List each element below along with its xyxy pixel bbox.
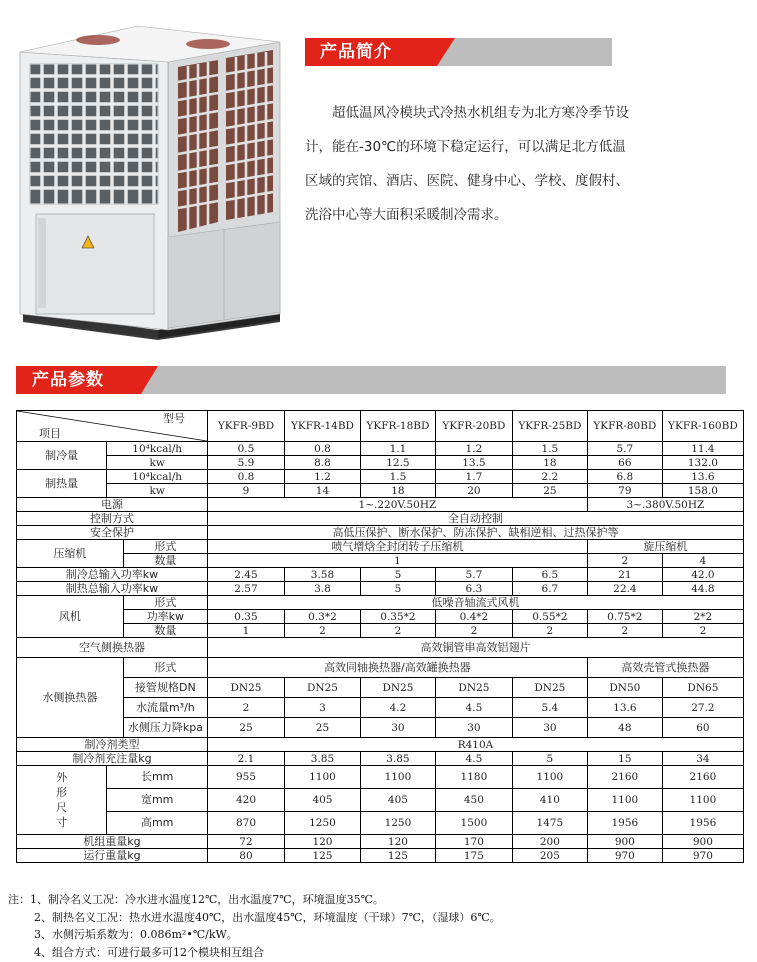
value-cell: 5	[512, 752, 587, 766]
unit-cell: kw	[107, 484, 208, 498]
value-cell: 30	[360, 718, 435, 738]
sub-label: 高mm	[107, 812, 208, 835]
value-cell: 450	[435, 789, 512, 812]
value-cell: 955	[207, 766, 284, 789]
value-cell: 42.0	[662, 568, 743, 582]
row-label: 制冷剂类型	[17, 738, 208, 752]
row-label: 制热量	[17, 470, 107, 498]
model-cell: YKFR-9BD	[207, 411, 284, 442]
header-corner	[17, 411, 208, 442]
value-cell: 1250	[360, 812, 435, 835]
sub-label: 接管规格DN	[123, 678, 207, 698]
row-label: 电源	[17, 498, 208, 512]
value-cell: DN25	[360, 678, 435, 698]
table-row	[17, 470, 744, 484]
value-cell: 21	[587, 568, 662, 582]
value-cell: 高效铜管串高效铝翅片	[207, 638, 743, 658]
intro-text	[305, 96, 715, 232]
value-cell: 2	[207, 698, 284, 718]
value-cell: 1100	[512, 766, 587, 789]
value-cell: 2.57	[207, 582, 284, 596]
value-cell: 1.2	[435, 442, 512, 456]
sub-label: 水流量m³/h	[123, 698, 207, 718]
value-cell: 1.7	[435, 470, 512, 484]
value-cell: 4.5	[435, 752, 512, 766]
value-cell: 1500	[435, 812, 512, 835]
value-cell: 1100	[284, 766, 360, 789]
value-cell: 125	[360, 849, 435, 863]
value-cell: 1.5	[512, 442, 587, 456]
row-label: 安全保护	[17, 526, 208, 540]
row-label: 水侧换热器	[17, 658, 124, 738]
value-cell: 48	[587, 718, 662, 738]
note-line: 2、制热名义工况：热水进水温度40℃，出水温度45℃，环境温度（干球）7℃，（湿球）6℃。	[34, 910, 501, 924]
size-label-char: 尺	[56, 801, 68, 814]
value-cell: 2	[512, 624, 587, 638]
value-cell: 200	[512, 835, 587, 849]
value-cell: 1.5	[360, 470, 435, 484]
value-cell: 30	[512, 718, 587, 738]
value-cell: 0.55*2	[512, 610, 587, 624]
header-item-label: 项目	[39, 427, 61, 440]
value-cell: 6.3	[435, 582, 512, 596]
note-line: 3、水侧污垢系数为：0.086m²•℃/kW。	[34, 928, 238, 941]
note-line: 4、组合方式：可进行最多可12个模块相互组合	[34, 945, 264, 959]
intro-line: 区域的宾馆、酒店、医院、健身中心、学校、度假村、	[305, 173, 629, 189]
row-label: 控制方式	[17, 512, 208, 526]
value-cell: 1~.220V.50HZ	[207, 498, 587, 512]
value-cell: 6.7	[512, 582, 587, 596]
value-cell: 2.45	[207, 568, 284, 582]
value-cell: 1180	[435, 766, 512, 789]
value-cell: 1956	[587, 812, 662, 835]
value-cell: 2160	[662, 766, 743, 789]
row-label	[17, 766, 107, 835]
size-label-char: 外	[56, 771, 68, 784]
value-cell: 2*2	[662, 610, 743, 624]
value-cell: DN25	[512, 678, 587, 698]
intro-line: 计，能在-30℃的环境下稳定运行，可以满足北方低温	[305, 139, 626, 155]
value-cell: DN25	[284, 678, 360, 698]
value-cell: 0.3*2	[284, 610, 360, 624]
row-label: 压缩机	[17, 540, 124, 568]
table-row	[17, 638, 744, 658]
size-label-char: 寸	[56, 816, 68, 829]
value-cell: 30	[435, 718, 512, 738]
sub-label: 功率kw	[123, 610, 207, 624]
value-cell: 13.6	[587, 698, 662, 718]
value-cell: 25	[512, 484, 587, 498]
value-cell: 900	[662, 835, 743, 849]
value-cell: 3.8	[284, 582, 360, 596]
table-row	[17, 442, 744, 456]
value-cell: DN50	[587, 678, 662, 698]
value-cell: 3.85	[284, 752, 360, 766]
value-cell: 405	[360, 789, 435, 812]
value-cell: 3.58	[284, 568, 360, 582]
value-cell: 9	[207, 484, 284, 498]
value-cell: 1250	[284, 812, 360, 835]
value-cell: 870	[207, 812, 284, 835]
value-cell: 4.5	[435, 698, 512, 718]
value-cell: 80	[207, 849, 284, 863]
table-row	[17, 498, 744, 512]
sub-label: 水侧压力降kpa	[123, 718, 207, 738]
table-row	[17, 658, 744, 678]
sub-label: 形式	[123, 658, 207, 678]
table-row	[17, 582, 744, 596]
value-cell: 900	[587, 835, 662, 849]
sub-label: 形式	[123, 540, 207, 554]
intro-line: 超低温风冷模块式冷热水机组专为北方寒冷季节设	[332, 105, 629, 121]
row-label: 制热总输入功率kw	[17, 582, 208, 596]
value-cell: 1	[207, 624, 284, 638]
value-cell: 66	[587, 456, 662, 470]
product-image	[18, 22, 283, 342]
intro-title: 产品简介	[320, 42, 392, 62]
value-cell: 1100	[662, 789, 743, 812]
value-cell: 125	[284, 849, 360, 863]
sub-label: 形式	[123, 596, 207, 610]
value-cell: 1100	[360, 766, 435, 789]
value-cell: 4	[662, 554, 743, 568]
unit-cell: kw	[107, 456, 208, 470]
sub-label: 长mm	[107, 766, 208, 789]
value-cell: 0.8	[207, 470, 284, 484]
model-cell: YKFR-18BD	[360, 411, 435, 442]
params-title: 产品参数	[32, 370, 104, 390]
value-cell: 2160	[587, 766, 662, 789]
table-row	[17, 849, 744, 863]
value-cell: 25	[284, 718, 360, 738]
value-cell: 2	[284, 624, 360, 638]
value-cell: 3~.380V.50HZ	[587, 498, 743, 512]
table-row	[17, 835, 744, 849]
value-cell: 0.75*2	[587, 610, 662, 624]
value-cell: 72	[207, 835, 284, 849]
value-cell: 旋压缩机	[587, 540, 743, 554]
value-cell: 喷气增焓全封闭转子压缩机	[207, 540, 587, 554]
value-cell: 全自动控制	[207, 512, 743, 526]
value-cell: 79	[587, 484, 662, 498]
model-cell: YKFR-80BD	[587, 411, 662, 442]
intro-line: 洗浴中心等大面积采暖制冷需求。	[305, 207, 508, 223]
value-cell: 2	[587, 624, 662, 638]
value-cell: 4.2	[360, 698, 435, 718]
table-row	[17, 526, 744, 540]
value-cell: 2	[360, 624, 435, 638]
value-cell: 18	[360, 484, 435, 498]
value-cell: 410	[512, 789, 587, 812]
table-row	[17, 540, 744, 554]
value-cell: 25	[207, 718, 284, 738]
table-row	[17, 812, 744, 835]
table-row	[17, 596, 744, 610]
value-cell: 13.6	[662, 470, 743, 484]
table-row	[17, 610, 744, 624]
value-cell: 0.35*2	[360, 610, 435, 624]
row-label: 机组重量kg	[17, 835, 208, 849]
value-cell: 1	[207, 554, 587, 568]
sub-label: 宽mm	[107, 789, 208, 812]
value-cell: 27.2	[662, 698, 743, 718]
table-row	[17, 718, 744, 738]
table-row	[17, 484, 744, 498]
table-row	[17, 512, 744, 526]
value-cell: 8.8	[284, 456, 360, 470]
row-label: 运行重量kg	[17, 849, 208, 863]
value-cell: 1.1	[360, 442, 435, 456]
value-cell: 1.2	[284, 470, 360, 484]
value-cell: 2	[435, 624, 512, 638]
value-cell: 0.8	[284, 442, 360, 456]
value-cell: 132.0	[662, 456, 743, 470]
value-cell: 205	[512, 849, 587, 863]
value-cell: 5.7	[587, 442, 662, 456]
value-cell: 低噪音轴流式风机	[207, 596, 743, 610]
model-cell: YKFR-25BD	[512, 411, 587, 442]
value-cell: 5.7	[435, 568, 512, 582]
value-cell: 6.8	[587, 470, 662, 484]
row-label: 制冷量	[17, 442, 107, 470]
value-cell: 120	[284, 835, 360, 849]
sub-label: 数量	[123, 624, 207, 638]
value-cell: 420	[207, 789, 284, 812]
value-cell: DN25	[435, 678, 512, 698]
value-cell: 170	[435, 835, 512, 849]
value-cell: DN65	[662, 678, 743, 698]
value-cell: 高效同轴换热器/高效罐换热器	[207, 658, 587, 678]
value-cell: DN25	[207, 678, 284, 698]
value-cell: 44.8	[662, 582, 743, 596]
value-cell: 13.5	[435, 456, 512, 470]
model-cell: YKFR-20BD	[435, 411, 512, 442]
value-cell: 6.5	[512, 568, 587, 582]
value-cell: 15	[587, 752, 662, 766]
table-row	[17, 766, 744, 789]
unit-cell: 10⁴kcal/h	[107, 470, 208, 484]
table-row	[17, 624, 744, 638]
value-cell: 1475	[512, 812, 587, 835]
value-cell: 2.2	[512, 470, 587, 484]
unit-cell: 10⁴kcal/h	[107, 442, 208, 456]
sub-label: 数量	[123, 554, 207, 568]
row-label: 制冷剂充注量kg	[17, 752, 208, 766]
row-label: 风机	[17, 596, 124, 638]
row-label: 制冷总输入功率kw	[17, 568, 208, 582]
value-cell: 2	[662, 624, 743, 638]
value-cell: 120	[360, 835, 435, 849]
value-cell: 175	[435, 849, 512, 863]
value-cell: 2.1	[207, 752, 284, 766]
value-cell: 5.9	[207, 456, 284, 470]
value-cell: 0.35	[207, 610, 284, 624]
table-row	[17, 738, 744, 752]
value-cell: 405	[284, 789, 360, 812]
value-cell: 14	[284, 484, 360, 498]
value-cell: 970	[662, 849, 743, 863]
note-line: 注：1、制冷名义工况：冷水进水温度12℃，出水温度7℃，环境温度35℃。	[8, 893, 384, 906]
table-row	[17, 456, 744, 470]
value-cell: 高效壳管式换热器	[587, 658, 743, 678]
value-cell: 1956	[662, 812, 743, 835]
value-cell: 22.4	[587, 582, 662, 596]
value-cell: 0.4*2	[435, 610, 512, 624]
value-cell: 20	[435, 484, 512, 498]
header-model-label: 型号	[162, 412, 185, 425]
value-cell: 158.0	[662, 484, 743, 498]
notes	[8, 891, 501, 961]
value-cell: 5	[360, 582, 435, 596]
value-cell: 3.85	[360, 752, 435, 766]
row-label: 空气侧换热器	[17, 638, 208, 658]
table-header-row	[17, 411, 744, 442]
table-row	[17, 554, 744, 568]
value-cell: 5	[360, 568, 435, 582]
table-row	[17, 752, 744, 766]
value-cell: 970	[587, 849, 662, 863]
value-cell: 3	[284, 698, 360, 718]
table-row	[17, 698, 744, 718]
value-cell: 1100	[587, 789, 662, 812]
value-cell: R410A	[207, 738, 743, 752]
value-cell: 34	[662, 752, 743, 766]
value-cell: 5.4	[512, 698, 587, 718]
table-row	[17, 568, 744, 582]
model-cell: YKFR-14BD	[284, 411, 360, 442]
value-cell: 高低压保护、断水保护、防冻保护、缺相逆相、过热保护等	[207, 526, 743, 540]
table-row	[17, 789, 744, 812]
table-row	[17, 678, 744, 698]
model-cell: YKFR-160BD	[662, 411, 743, 442]
size-label-char: 形	[56, 786, 68, 799]
value-cell: 18	[512, 456, 587, 470]
value-cell: 12.5	[360, 456, 435, 470]
spec-table	[16, 410, 744, 863]
value-cell: 2	[587, 554, 662, 568]
value-cell: 60	[662, 718, 743, 738]
value-cell: 11.4	[662, 442, 743, 456]
value-cell: 0.5	[207, 442, 284, 456]
